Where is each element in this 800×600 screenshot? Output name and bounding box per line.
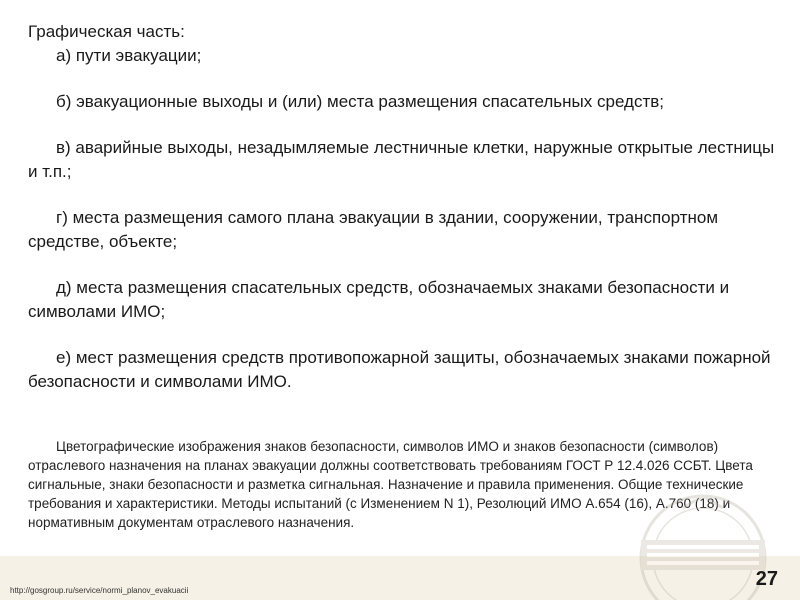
section-heading: Графическая часть: bbox=[28, 22, 185, 41]
list-item-b: б) эвакуационные выходы и (или) места размещения спасательных средств; bbox=[56, 92, 664, 111]
source-url: http://gosgroup.ru/service/normi_planov_evakuacii bbox=[10, 586, 189, 595]
list-item-c: в) аварийные выходы, незадымляемые лестничные клетки, наружные открытые лестницы и т.п.; bbox=[28, 138, 775, 181]
list-item-a: а) пути эвакуации; bbox=[56, 46, 202, 65]
page-number: 27 bbox=[755, 568, 778, 590]
main-text bbox=[28, 20, 778, 394]
list-item-e: д) места размещения спасательных средств, обозначаемых знаками безопасности и символами ИМО; bbox=[28, 278, 730, 321]
list-item-f: е) мест размещения средств противопожарной защиты, обозначаемых знаками пожарной безопасности и символами ИМО. bbox=[28, 348, 771, 391]
emblem-watermark-icon bbox=[633, 488, 773, 600]
note-text: Цветографические изображения знаков безопасности, символов ИМО и знаков безопасности (символов) отраслевого назначения на планах эвакуации должны соответствовать требованиям ГОСТ Р 12.4.026 ССБТ. Цвета сигнальные, знаки безопасности и разметка сигнальная. Назначение и правила применения. Общие технические требования и характеристики. Методы испытаний (с Изменением N 1), Резолюций ИМО А.654 (16), А.760 (18) и нормативным документам отраслевого назначения. bbox=[28, 439, 753, 530]
list-item-d: г) места размещения самого плана эвакуации в здании, сооружении, транспортном средстве, объекте; bbox=[28, 208, 719, 251]
